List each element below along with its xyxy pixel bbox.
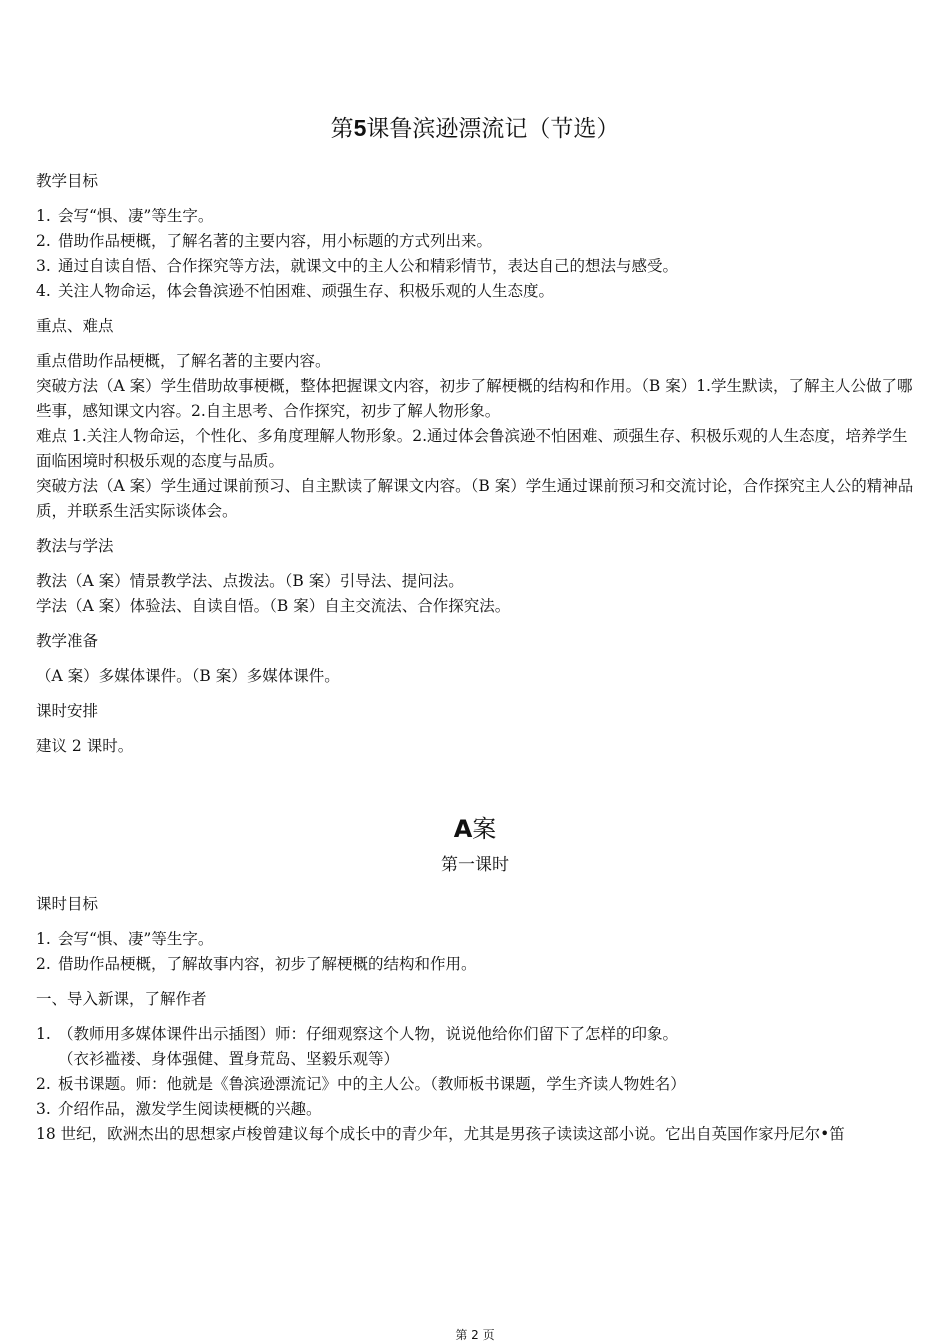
item-text: 介绍作品，激发学生阅读梗概的兴趣。 bbox=[58, 1100, 322, 1118]
paragraph: 教法（A 案）情景教学法、点拨法。（B 案）引导法、提问法。 bbox=[36, 572, 464, 590]
item-text: 借助作品梗概，了解故事内容，初步了解梗概的结构和作用。 bbox=[58, 955, 477, 973]
title-number: 5 bbox=[353, 115, 367, 141]
item-number: 3. bbox=[36, 257, 51, 275]
paragraph: 突破方法（A 案）学生借助故事梗概，整体把握课文内容，初步了解梗概的结构和作用。（B 案）1.学生默读，了解主人公做了哪些事，感知课文内容。2.自主思考、合作探究，初步了解人物形象。 bbox=[36, 377, 913, 420]
paragraph: 突破方法（A 案）学生通过课前预习、自主默读了解课文内容。（B 案）学生通过课前预习和交流讨论，合作探究主人公的精神品质，并联系生活实际谈体会。 bbox=[36, 477, 914, 520]
item-text: 通过自读自悟、合作探究等方法，就课文中的主人公和精彩情节，表达自己的想法与感受。 bbox=[58, 257, 679, 275]
page-number: 第 2 页 bbox=[455, 1328, 495, 1342]
list-item bbox=[36, 927, 914, 952]
paragraph: （A 案）多媒体课件。（B 案）多媒体课件。 bbox=[36, 667, 340, 685]
step1-list bbox=[36, 1022, 914, 1122]
item-text: 会写“惧、凄”等生字。 bbox=[58, 930, 214, 948]
section-heading-methods: 教法与学法 bbox=[36, 537, 114, 555]
list-item bbox=[36, 279, 914, 304]
section-heading-keypoints: 重点、难点 bbox=[36, 317, 114, 335]
section-heading-goals: 教学目标 bbox=[36, 172, 99, 190]
section-heading-prep: 教学准备 bbox=[36, 632, 99, 650]
title-prefix: 第 bbox=[330, 116, 354, 142]
item-number: 1. bbox=[36, 1025, 51, 1043]
item-number: 1. bbox=[36, 207, 51, 225]
goals-list bbox=[36, 204, 914, 304]
section-heading-step1: 一、导入新课，了解作者 bbox=[36, 990, 207, 1008]
lesson-title: 第一课时 bbox=[441, 855, 509, 875]
list-item bbox=[36, 229, 914, 254]
paragraph: 学法（A 案）体验法、自读自悟。（B 案）自主交流法、合作探究法。 bbox=[36, 597, 511, 615]
paragraph: 18 世纪，欧洲杰出的思想家卢梭曾建议每个成长中的青少年，尤其是男孩子读读这部小说。它出自英国作家丹尼尔•笛 bbox=[36, 1125, 845, 1143]
lesson-goals-list bbox=[36, 927, 914, 977]
list-item bbox=[36, 1097, 914, 1122]
item-text: （衣衫褴褛、身体强健、置身荒岛、坚毅乐观等） bbox=[58, 1050, 400, 1068]
section-heading-lesson-goals: 课时目标 bbox=[36, 895, 99, 913]
paragraph: 重点借助作品梗概，了解名著的主要内容。 bbox=[36, 352, 331, 370]
case-title-rest: 案 bbox=[472, 815, 497, 843]
item-number: 2. bbox=[36, 1075, 51, 1093]
item-number: 3. bbox=[36, 1100, 51, 1118]
item-text: 会写“惧、凄”等生字。 bbox=[58, 207, 214, 225]
item-number: 4. bbox=[36, 282, 51, 300]
list-item bbox=[36, 254, 914, 279]
list-item bbox=[36, 204, 914, 229]
paragraph: 建议 2 课时。 bbox=[36, 737, 134, 755]
item-text: 借助作品梗概，了解名著的主要内容，用小标题的方式列出来。 bbox=[58, 232, 493, 250]
list-item bbox=[36, 952, 914, 977]
item-number: 1. bbox=[36, 930, 51, 948]
item-text: 板书课题。师：他就是《鲁滨逊漂流记》中的主人公。（教师板书课题，学生齐读人物姓名） bbox=[58, 1075, 686, 1093]
paragraph: 难点 1.关注人物命运，个性化、多角度理解人物形象。2.通过体会鲁滨逊不怕困难、顽强生存、积极乐观的人生态度，培养学生面临困境时积极乐观的态度与品质。 bbox=[36, 427, 908, 470]
item-text: 关注人物命运，体会鲁滨逊不怕困难、顽强生存、积极乐观的人生态度。 bbox=[58, 282, 555, 300]
list-item bbox=[36, 1072, 914, 1097]
list-item bbox=[36, 1022, 914, 1047]
document-title bbox=[36, 108, 914, 149]
list-item-note bbox=[36, 1047, 914, 1072]
item-text: （教师用多媒体课件出示插图）师：仔细观察这个人物，说说他给你们留下了怎样的印象。 bbox=[58, 1025, 679, 1043]
item-number: 2. bbox=[36, 955, 51, 973]
case-letter: A bbox=[453, 815, 473, 843]
case-a-title bbox=[36, 811, 914, 847]
title-rest: 课鲁滨逊漂流记（节选） bbox=[366, 116, 620, 142]
section-heading-schedule: 课时安排 bbox=[36, 702, 99, 720]
item-number: 2. bbox=[36, 232, 51, 250]
